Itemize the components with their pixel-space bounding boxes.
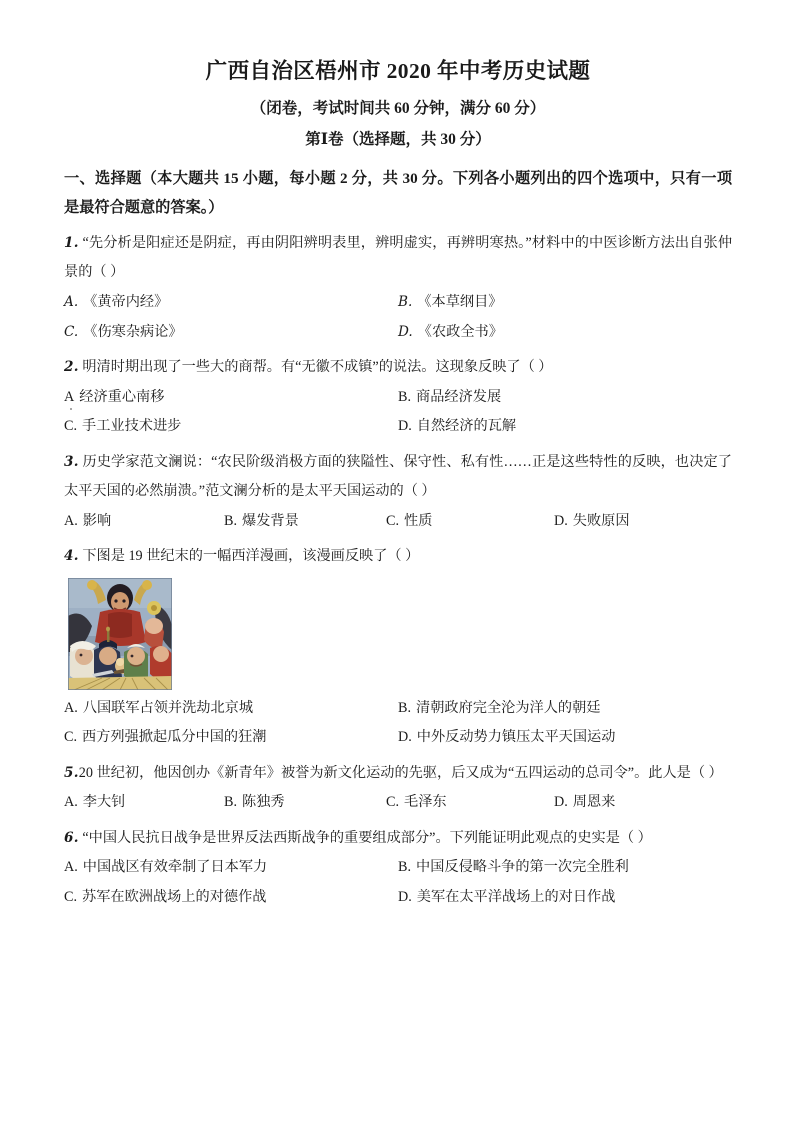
question-stem bbox=[64, 824, 732, 854]
option-letter: D. bbox=[398, 418, 412, 435]
question-text: “中国人民抗日战争是世界反法西斯战争的重要组成部分”。下列能证明此观点的史实是（ ） bbox=[82, 829, 652, 846]
option-text: 苏军在欧洲战场上的对德作战 bbox=[82, 888, 267, 905]
option-letter: C. bbox=[64, 323, 79, 340]
option-text: 《黄帝内经》 bbox=[83, 294, 169, 311]
option-text: 经济重心南移 bbox=[79, 388, 165, 405]
question-block bbox=[64, 542, 732, 753]
paper-section-label: 第Ⅰ卷（选择题，共 30 分） bbox=[305, 131, 491, 149]
option-text: 爆发背景 bbox=[242, 512, 299, 529]
option-letter: B. bbox=[398, 699, 412, 716]
option-a[interactable] bbox=[64, 788, 224, 818]
western-political-cartoon-image bbox=[68, 578, 172, 690]
option-c[interactable] bbox=[64, 883, 398, 913]
question-stem bbox=[64, 759, 732, 789]
option-letter: C. bbox=[386, 794, 400, 811]
option-d[interactable] bbox=[398, 723, 732, 753]
option-letter: D. bbox=[398, 729, 412, 746]
option-c[interactable] bbox=[386, 788, 554, 818]
question-stem bbox=[64, 353, 732, 383]
option-b[interactable] bbox=[398, 853, 732, 883]
option-a[interactable] bbox=[64, 288, 398, 318]
question-block bbox=[64, 759, 732, 818]
option-a[interactable] bbox=[64, 383, 398, 413]
option-text: 周恩来 bbox=[572, 794, 616, 811]
question-number: 2. bbox=[64, 359, 79, 376]
exam-subtitle: （闭卷，考试时间共 60 分钟，满分 60 分） bbox=[250, 100, 546, 118]
option-row bbox=[64, 723, 732, 753]
option-letter: D. bbox=[554, 794, 568, 811]
question-block bbox=[64, 229, 732, 347]
option-letter: A. bbox=[64, 512, 78, 529]
option-d[interactable] bbox=[398, 883, 732, 913]
option-row bbox=[64, 853, 732, 883]
option-a[interactable] bbox=[64, 694, 398, 724]
question-text: 历史学家范文澜说：“农民阶级消极方面的狭隘性、保守性、私有性……正是这些特性的反映，也决定了太平天国的必然崩溃。”范文澜分析的是太平天国运动的（ ） bbox=[64, 453, 732, 500]
option-b[interactable] bbox=[224, 507, 386, 537]
option-row bbox=[64, 507, 732, 537]
option-letter: C. bbox=[64, 888, 78, 905]
option-letter: D. bbox=[554, 512, 568, 529]
option-letter: D. bbox=[398, 888, 412, 905]
question-number: 6. bbox=[64, 829, 79, 846]
option-letter: C. bbox=[64, 418, 78, 435]
option-text: 《农政全书》 bbox=[417, 323, 503, 340]
option-text: 失败原因 bbox=[572, 512, 630, 529]
option-c[interactable] bbox=[386, 507, 554, 537]
option-row bbox=[64, 883, 732, 913]
page-content bbox=[64, 56, 732, 919]
option-text: 李大钊 bbox=[82, 794, 126, 811]
option-letter: B. bbox=[398, 859, 412, 876]
option-c[interactable] bbox=[64, 723, 398, 753]
option-text: 商品经济发展 bbox=[416, 388, 502, 405]
question-text: “先分析是阳症还是阴症，再由阴阳辨明表里，辨明虚实，再辨明寒热。”材料中的中医诊断方法出自张仲景的（ ） bbox=[64, 234, 733, 281]
section-heading-multiple-choice: 一、选择题（本大题共 15 小题，每小题 2 分，共 30 分。下列各小题列出的四个选项中，只有一项是最符合题意的答案。） bbox=[64, 169, 732, 217]
option-a[interactable] bbox=[64, 853, 398, 883]
option-text: 中国战区有效牵制了日本军力 bbox=[82, 859, 268, 876]
option-b[interactable] bbox=[224, 788, 386, 818]
option-letter: A. bbox=[64, 859, 78, 876]
option-text: 清朝政府完全沦为洋人的朝廷 bbox=[416, 699, 601, 716]
option-text: 性质 bbox=[404, 512, 433, 529]
option-letter: A. bbox=[64, 699, 78, 716]
option-letter: A bbox=[64, 388, 75, 405]
option-b[interactable] bbox=[398, 383, 732, 413]
question-block bbox=[64, 824, 732, 913]
option-row bbox=[64, 412, 732, 442]
option-text: 《本草纲目》 bbox=[417, 294, 503, 311]
question-number: 3. bbox=[64, 453, 79, 470]
option-b[interactable] bbox=[398, 694, 732, 724]
question-stem bbox=[64, 448, 732, 507]
option-text: 毛泽东 bbox=[404, 794, 447, 811]
option-letter: C. bbox=[386, 512, 400, 529]
question-text: 明清时期出现了一些大的商帮。有“无徽不成镇”的说法。这现象反映了（ ） bbox=[82, 359, 553, 376]
option-letter: B. bbox=[398, 294, 413, 311]
option-text: 陈独秀 bbox=[242, 794, 285, 811]
option-letter: B. bbox=[398, 388, 412, 405]
option-row bbox=[64, 383, 732, 413]
question-number: 4. bbox=[64, 548, 79, 565]
question-block bbox=[64, 353, 732, 442]
option-letter: A. bbox=[64, 294, 79, 311]
question-figure bbox=[68, 578, 732, 690]
option-text: 《伤寒杂病论》 bbox=[83, 323, 183, 340]
option-text: 美军在太平洋战场上的对日作战 bbox=[416, 888, 616, 905]
option-c[interactable] bbox=[64, 318, 398, 348]
question-stem bbox=[64, 542, 732, 572]
option-text: 中国反侵略斗争的第一次完全胜利 bbox=[416, 859, 629, 876]
option-letter: D. bbox=[398, 323, 413, 340]
cartoon-illustration bbox=[68, 578, 172, 690]
question-stem bbox=[64, 229, 732, 288]
option-d[interactable] bbox=[554, 507, 630, 537]
option-text: 八国联军占领并洗劫北京城 bbox=[82, 699, 254, 716]
option-d[interactable] bbox=[398, 412, 732, 442]
option-letter: A. bbox=[64, 794, 78, 811]
option-row bbox=[64, 694, 732, 724]
option-letter: C. bbox=[64, 729, 78, 746]
question-text: 20 世纪初，他因创办《新青年》被誉为新文化运动的先驱，后又成为“五四运动的总司令”。此人是（ ） bbox=[78, 764, 723, 781]
option-text: 自然经济的瓦解 bbox=[416, 418, 517, 435]
option-text: 西方列强掀起瓜分中国的狂潮 bbox=[82, 729, 267, 746]
option-row bbox=[64, 318, 732, 348]
question-text: 下图是 19 世纪末的一幅西洋漫画，该漫画反映了（ ） bbox=[82, 548, 420, 565]
option-text: 中外反动势力镇压太平天国运动 bbox=[416, 729, 616, 746]
option-letter: B. bbox=[224, 794, 238, 811]
option-d[interactable] bbox=[554, 788, 615, 818]
option-d[interactable] bbox=[398, 318, 732, 348]
option-row bbox=[64, 288, 732, 318]
question-number: 5. bbox=[64, 764, 79, 781]
question-block bbox=[64, 448, 732, 537]
page-title: 广西自治区梧州市 2020 年中考历史试题 bbox=[205, 59, 591, 83]
option-text: 影响 bbox=[82, 512, 112, 529]
option-text: 手工业技术进步 bbox=[82, 418, 182, 435]
scan-artifact-dot bbox=[70, 408, 72, 410]
option-c[interactable] bbox=[64, 412, 398, 442]
option-row bbox=[64, 788, 732, 818]
question-number: 1. bbox=[64, 234, 79, 251]
option-b[interactable] bbox=[398, 288, 732, 318]
option-letter: B. bbox=[224, 512, 238, 529]
option-a[interactable] bbox=[64, 507, 224, 537]
